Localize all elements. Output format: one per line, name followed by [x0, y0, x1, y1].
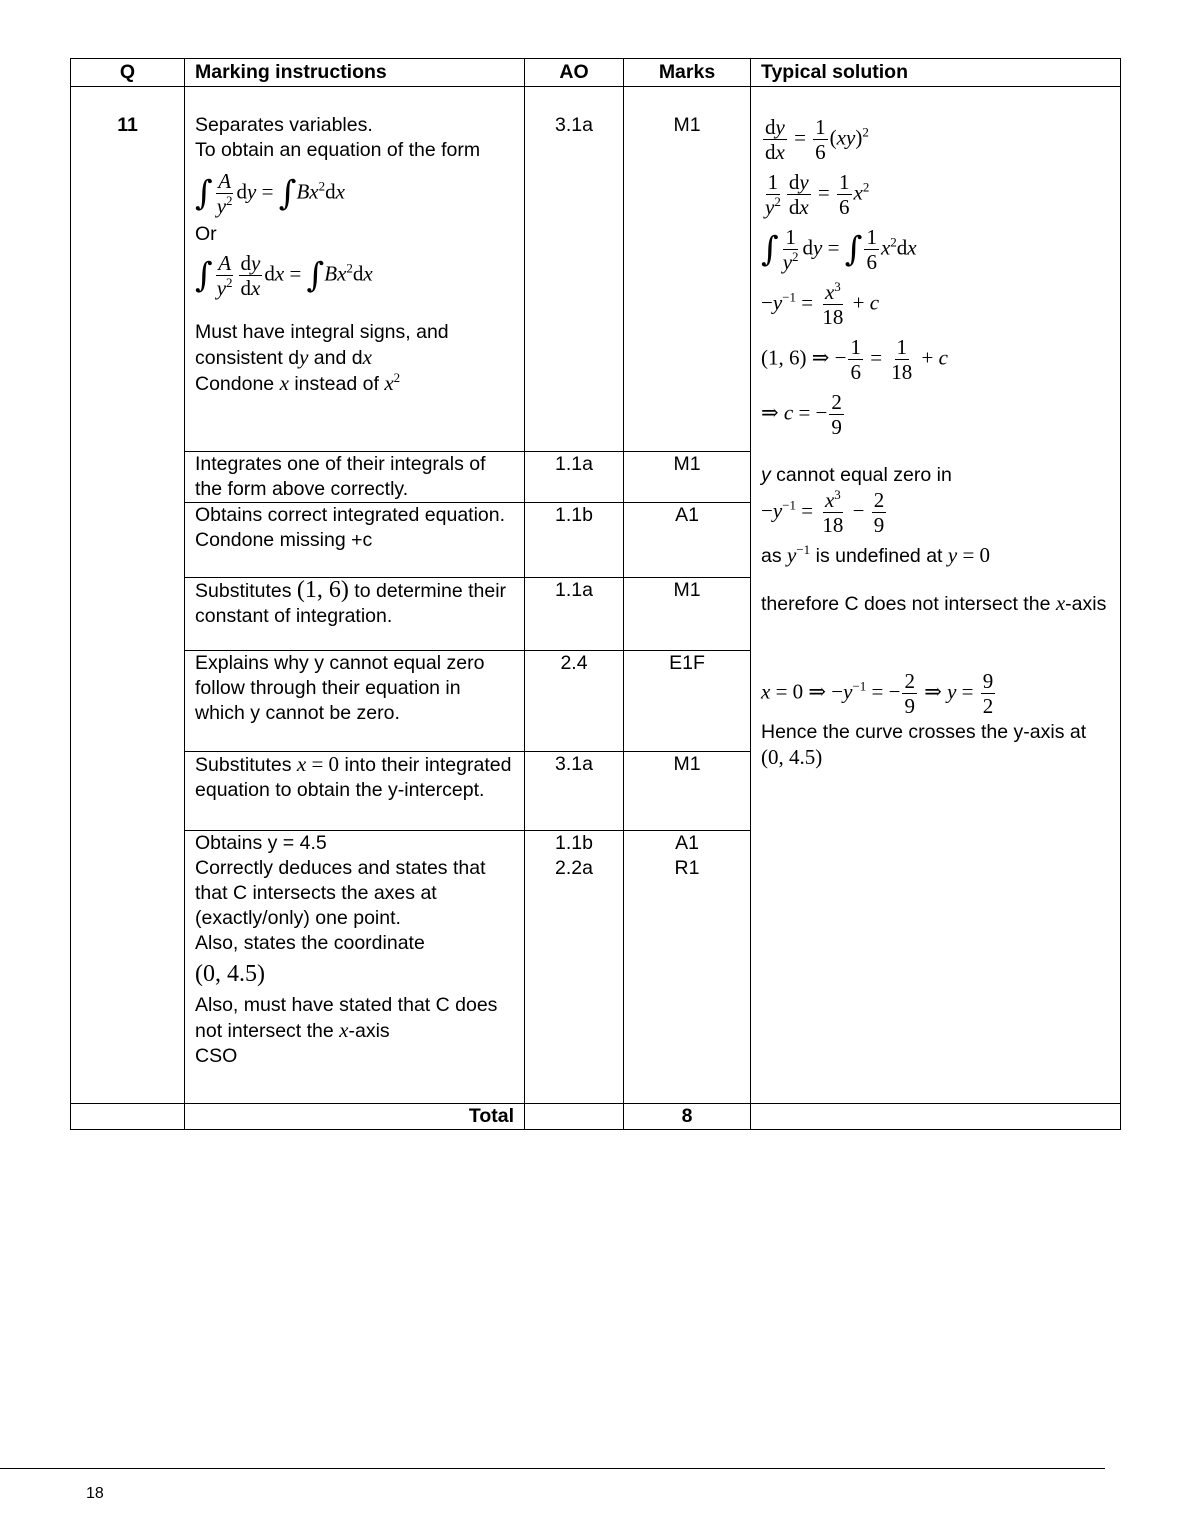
marks-cell: M1	[624, 87, 751, 452]
footer-divider	[0, 1468, 1105, 1469]
solution-step: $\frac{dy}{dx}$ = $\frac{1}{6}$ (xy)$^2$	[765, 115, 869, 164]
marking-instruction: Substitutes (1, 6) to determine their constant of integration.	[185, 578, 525, 651]
header-marks: Marks	[624, 59, 751, 87]
header-q: Q	[71, 59, 185, 87]
solution-text: as $y^{-1}$ is undefined at y = 0	[761, 542, 991, 567]
instruction-line: To obtain an equation of the form	[195, 139, 481, 161]
typical-solution	[751, 87, 1121, 1104]
marking-instruction	[185, 87, 525, 452]
instruction-line: Or	[195, 223, 217, 245]
total-solution-cell	[751, 1104, 1121, 1130]
instruction-line: CSO	[195, 1045, 238, 1067]
solution-step: ⇒ c = − $\frac{2}{9}$	[761, 390, 842, 439]
solution-step: (1, 6) ⇒ − $\frac{1}{6}$ = $\frac{1}{18}$ + c	[761, 335, 948, 384]
marking-instruction	[185, 503, 525, 578]
solution-text: Hence the curve crosses the y-axis at (0, 4.5)	[761, 721, 1087, 769]
marking-instruction	[185, 831, 525, 1104]
total-row	[71, 1104, 1121, 1130]
instruction-line: Condone missing +c	[195, 529, 373, 551]
solution-step: $\frac{1}{y^2}$ $\frac{dy}{dx}$ = $\frac{1}{6}$ $x^2$	[765, 170, 870, 219]
header-solution: Typical solution	[751, 59, 1121, 87]
marks-cell: A1	[624, 503, 751, 578]
marks-cell: M1	[624, 578, 751, 651]
marking-instruction: Explains why y cannot equal zero follow through their equation in which y cannot be zero.	[185, 651, 525, 752]
marking-instruction: Integrates one of their integrals of the form above correctly.	[185, 452, 525, 503]
question-number: 11	[71, 87, 185, 1104]
ao-cell: 2.4	[525, 651, 624, 752]
total-q-cell	[71, 1104, 185, 1130]
solution-text: therefore C does not intersect the x-axis	[761, 591, 1107, 615]
marking-instruction: Substitutes x = 0 into their integrated equation to obtain the y-intercept.	[185, 752, 525, 831]
total-label: Total	[185, 1104, 525, 1130]
integral-form-b: ∫ $\frac{A}{y^2}$ $\frac{dy}{dx}$ dx = $\int Bx^2dx$	[195, 251, 373, 300]
instruction-line: Also, must have stated that C does not intersect the x-axis	[195, 994, 498, 1042]
total-ao-cell	[525, 1104, 624, 1130]
total-marks: 8	[624, 1104, 751, 1130]
marks-cell: M1	[624, 752, 751, 831]
instruction-line: Obtains correct integrated equation.	[195, 504, 506, 526]
ao-cell: 1.1a	[525, 578, 624, 651]
marks-cell: M1	[624, 452, 751, 503]
header-row	[71, 59, 1121, 87]
instruction-line: Correctly deduces and states that that C intersects the axes at (exactly/only) one point.	[195, 857, 486, 929]
coordinate: (0, 4.5)	[195, 961, 265, 987]
ao-cell: 1.1b 2.2a	[525, 831, 624, 1104]
instruction-line: Also, states the coordinate	[195, 932, 425, 954]
header-ao: AO	[525, 59, 624, 87]
solution-step: $-y^{-1}$ = $\frac{x^3}{18}$ + c	[761, 279, 880, 329]
instruction-line: Separates variables.	[195, 114, 373, 136]
mark-scheme-table	[70, 58, 1121, 1130]
solution-step: $-y^{-1}$ = $\frac{x^3}{18}$ − $\frac{2}{9}$	[761, 487, 885, 537]
instruction-line: consistent dy and dx	[195, 345, 372, 369]
ao-cell: 1.1b	[525, 503, 624, 578]
header-instructions: Marking instructions	[185, 59, 525, 87]
instruction-line: Must have integral signs, and	[195, 321, 449, 343]
marks-cell: E1F	[624, 651, 751, 752]
solution-text: y cannot equal zero in	[761, 464, 952, 486]
table-row	[71, 87, 1121, 452]
ao-cell: 3.1a	[525, 87, 624, 452]
marks-cell: A1 R1	[624, 831, 751, 1104]
integral-form-a: ∫ $\frac{A}{y^2}$ dy = $\int Bx^2dx$	[195, 169, 345, 218]
ao-cell: 3.1a	[525, 752, 624, 831]
instruction-line: Obtains y = 4.5	[195, 832, 327, 854]
instruction-line: Condone x instead of $x^2$	[195, 370, 401, 395]
solution-step: x = 0 ⇒ $-y^{-1}$ = − $\frac{2}{9}$ ⇒ y = $\frac{9}{2}$	[761, 669, 994, 718]
page-number: 18	[86, 1485, 104, 1502]
solution-step: ∫ $\frac{1}{y^2}$ dy = ∫ $\frac{1}{6}$ $x^2dx$	[761, 225, 917, 274]
ao-cell: 1.1a	[525, 452, 624, 503]
